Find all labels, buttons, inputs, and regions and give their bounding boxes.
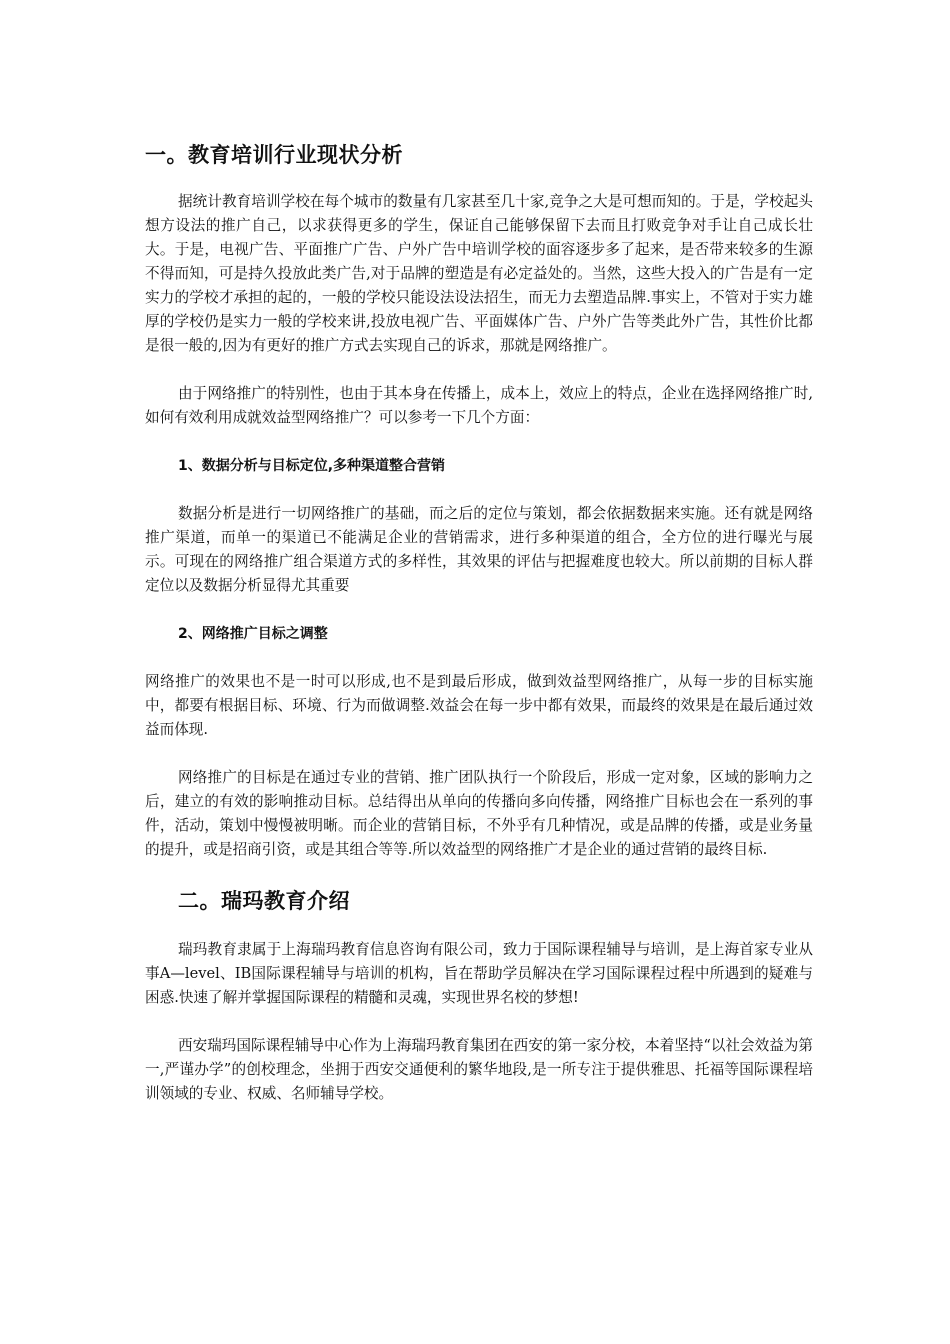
section-1-paragraph-2: 由于网络推广的特别性，也由于其本身在传播上，成本上，效应上的特点，企业在选择网络推广时,如何有效利用成就效益型网络推广？可以参考一下几个方面：: [145, 385, 813, 426]
section-2-paragraph-1: 瑞玛教育隶属于上海瑞玛教育信息咨询有限公司，致力于国际课程辅导与培训，是上海首家专业从事A—level、IB国际课程辅导与培训的机构，旨在帮助学员解决在学习国际课程过程中所遇到的疑难与困惑.快速了解并掌握国际课程的精髓和灵魂，实现世界名校的梦想!: [145, 941, 813, 1006]
subsection-2-paragraph-1: 网络推广的效果也不是一时可以形成,也不是到最后形成，做到效益型网络推广，从每一步的目标实施中，都要有根据目标、环境、行为而做调整.效益会在每一步中都有效果，而最终的效果是在最后通过效益而体现.: [145, 673, 813, 738]
section-1-paragraph-1: 据统计教育培训学校在每个城市的数量有几家甚至几十家,竞争之大是可想而知的。于是，学校起头想方设法的推广自己，以求获得更多的学生，保证自己能够保留下去而且打败竞争对手让自己成长壮大。于是，电视广告、平面推广广告、户外广告中培训学校的面容逐步多了起来，是否带来较多的生源不得而知，可是持久投放此类广告,对于品牌的塑造是有必定益处的。当然，这些大投入的广告是有一定实力的学校才承担的起的，一般的学校只能设法设法招生，而无力去塑造品牌.事实上，不管对于实力雄厚的学校仍是实力一般的学校来讲,投放电视广告、平面媒体广告、户外广告等类此外广告，其性价比都是很一般的,因为有更好的推广方式去实现自己的诉求，那就是网络推广。: [145, 193, 813, 354]
subsection-2-heading: 2、网络推广目标之调整: [178, 626, 328, 642]
section-2-heading: 二。瑞玛教育介绍: [178, 889, 350, 913]
subsection-2-paragraph-2: 网络推广的目标是在通过专业的营销、推广团队执行一个阶段后，形成一定对象，区域的影响力之后，建立的有效的影响推动目标。总结得出从单向的传播向多向传播，网络推广目标也会在一系列的事件，活动，策划中慢慢被明晰。而企业的营销目标，不外乎有几种情况，或是品牌的传播，或是业务量的提升，或是招商引资，或是其组合等等.所以效益型的网络推广才是企业的通过营销的最终目标.: [145, 769, 813, 858]
subsection-1-paragraph: 数据分析是进行一切网络推广的基础，而之后的定位与策划，都会依据数据来实施。还有就是网络推广渠道，而单一的渠道已不能满足企业的营销需求，进行多种渠道的组合，全方位的进行曝光与展示。可现在的网络推广组合渠道方式的多样性，其效果的评估与把握难度也较大。所以前期的目标人群定位以及数据分析显得尤其重要: [145, 505, 813, 594]
document-body: [145, 140, 813, 1130]
subsection-1-heading: 1、数据分析与目标定位,多种渠道整合营销: [178, 458, 446, 474]
section-1-heading: 一。教育培训行业现状分析: [145, 143, 403, 167]
section-2-paragraph-2: 西安瑞玛国际课程辅导中心作为上海瑞玛教育集团在西安的第一家分校，本着坚持“以社会效益为第一,严谨办学”的创校理念，坐拥于西安交通便利的繁华地段,是一所专注于提供雅思、托福等国际课程培训领域的专业、权威、名师辅导学校。: [145, 1037, 813, 1102]
